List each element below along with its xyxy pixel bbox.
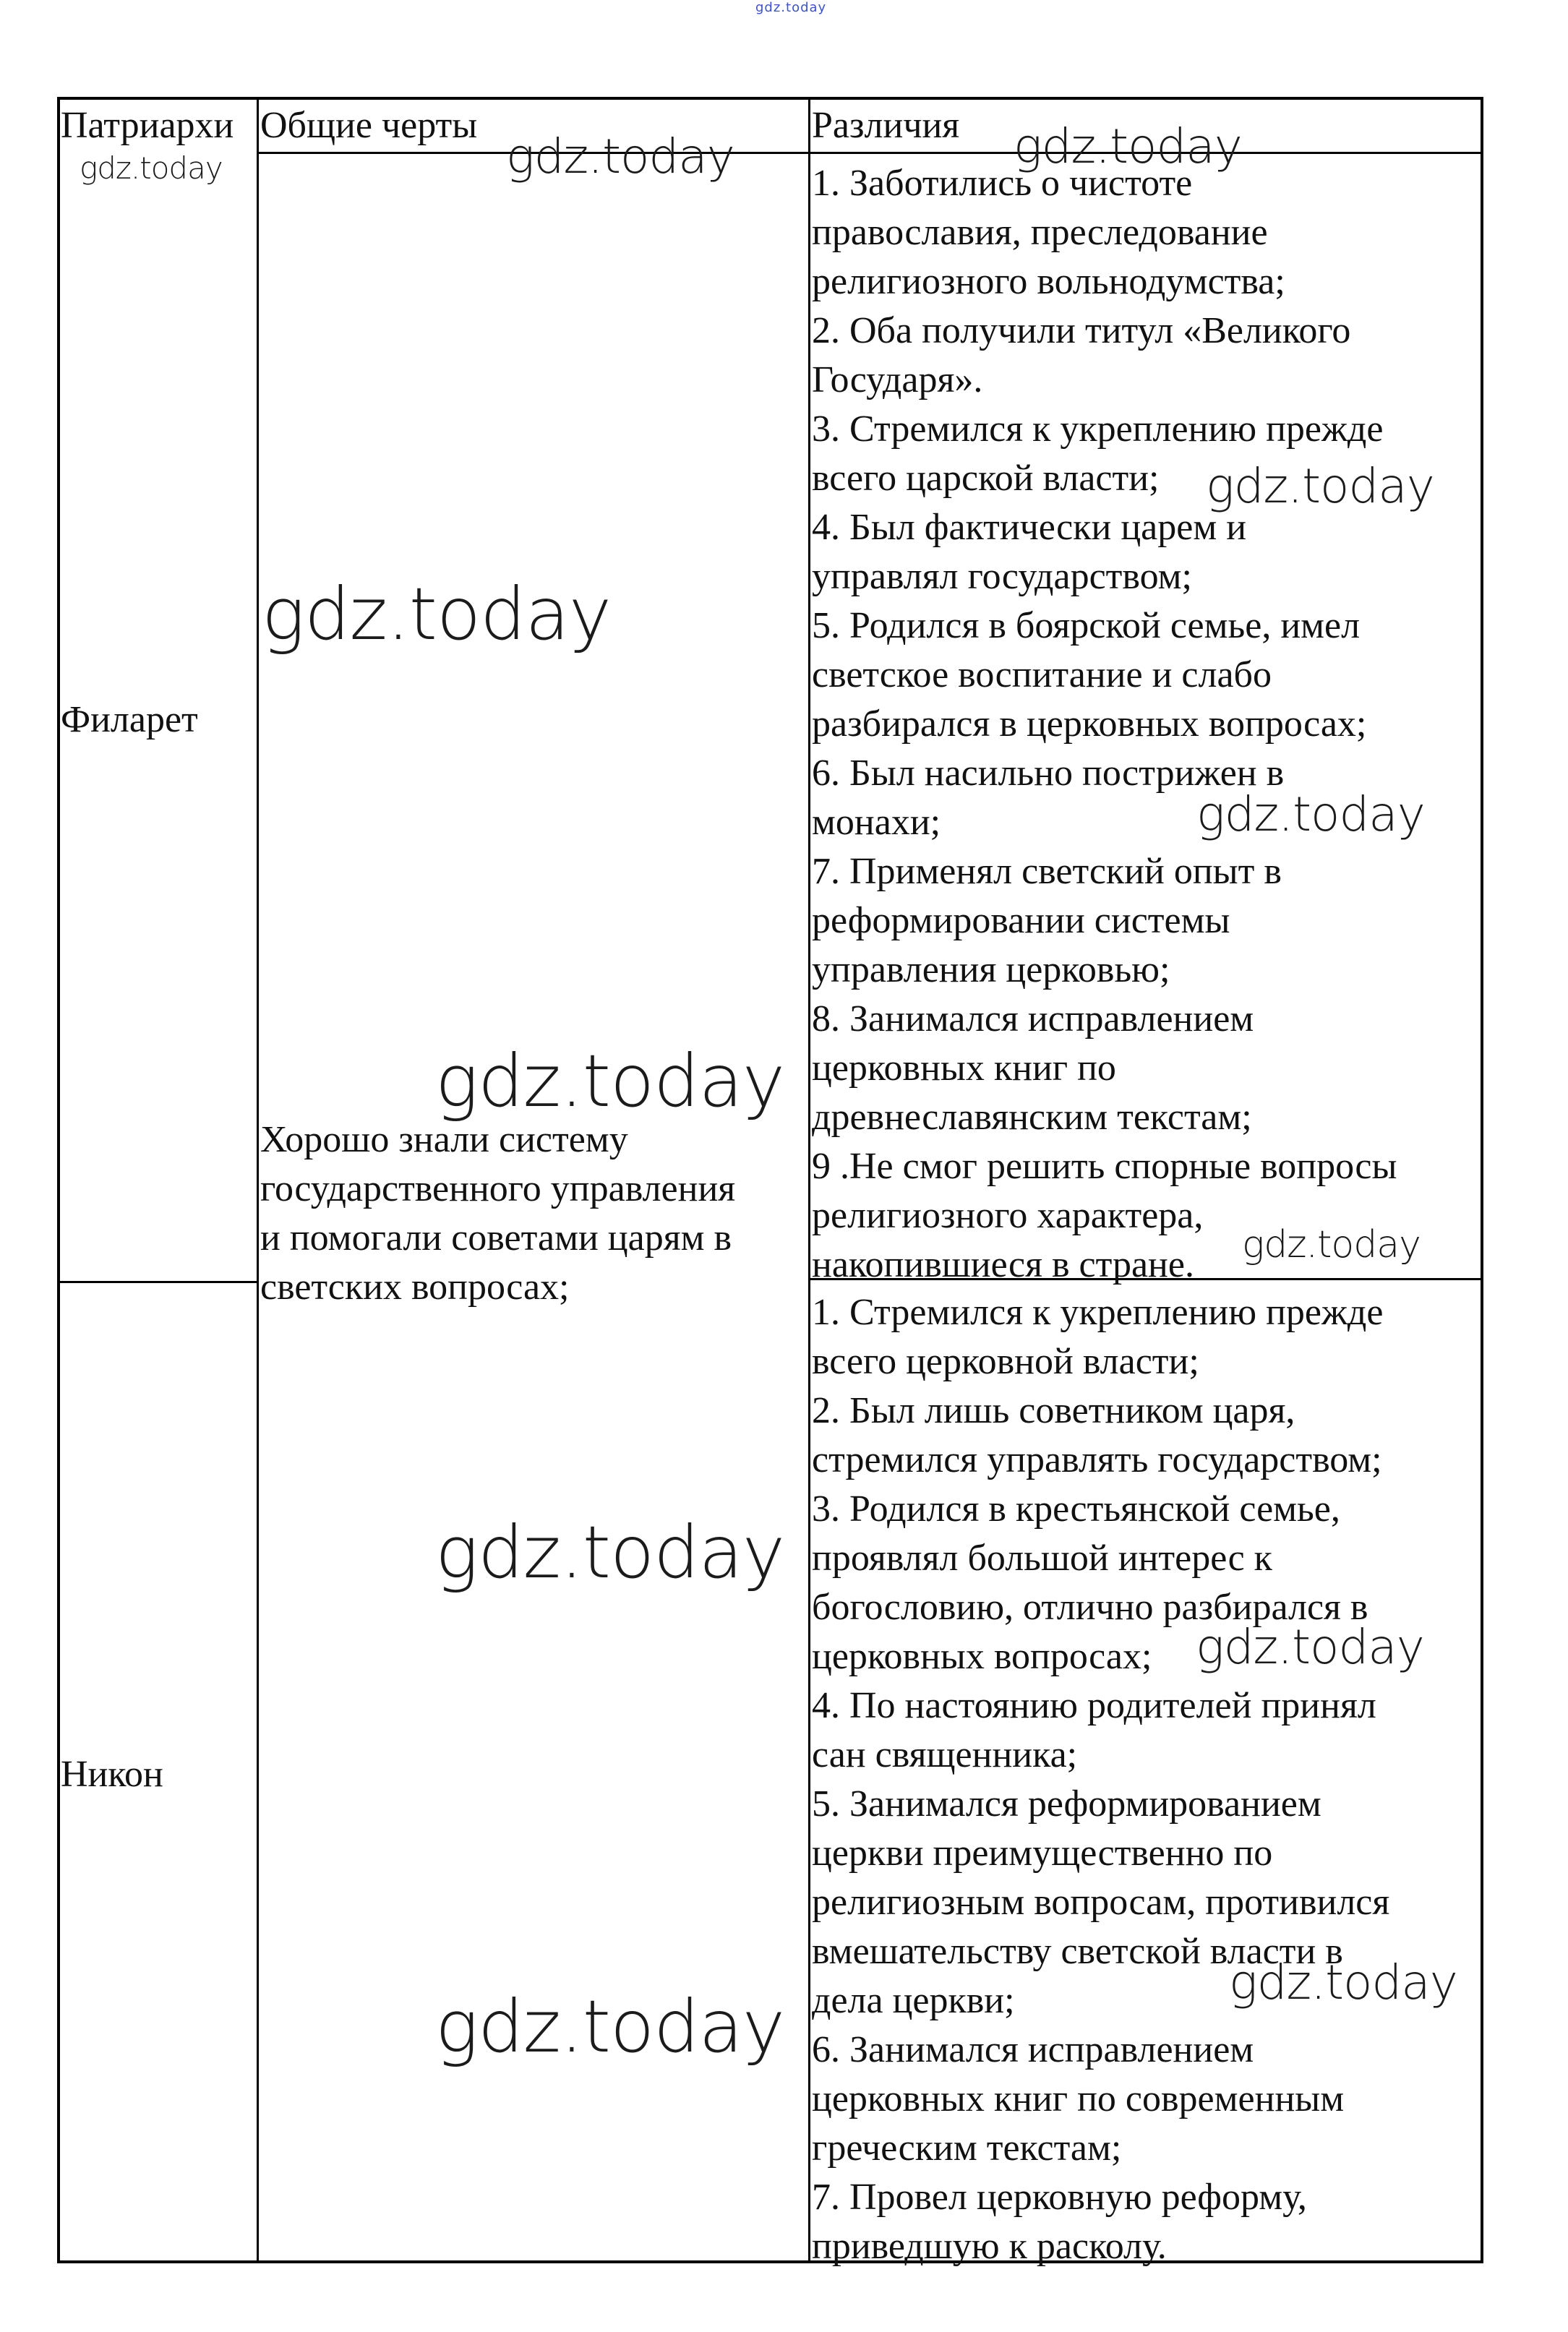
filaret-difference-line: 2. Оба получили титул «Великого [812,310,1351,351]
nikon-difference-line: вмешательству светской власти в [812,1931,1343,1972]
watermark: gdz.today [1229,1955,1457,2010]
watermark: gdz.today [1242,1223,1421,1266]
filaret-difference-line: 6. Был насильно пострижен в [812,753,1285,794]
filaret-difference-line: православия, преследование [812,212,1268,253]
header-differences: Различия [812,105,960,146]
watermark: gdz.today [1206,458,1434,514]
filaret-difference-line: управлял государством; [812,556,1192,597]
nikon-difference-line: приведшую к расколу. [812,2226,1167,2267]
nikon-difference-line: всего церковной власти; [812,1341,1199,1382]
filaret-difference-line: 4. Был фактически царем и [812,507,1247,548]
filaret-difference-line: 7. Применял светский опыт в [812,851,1282,892]
header-common-traits: Общие черты [260,105,478,146]
patriarch-nikon: Никон [61,1754,163,1795]
watermark: gdz.today [435,1984,785,2069]
watermark: gdz.today [435,1510,785,1595]
common-trait-line: государственного управления [260,1168,736,1209]
nikon-difference-line: 2. Был лишь советником царя, [812,1390,1295,1431]
watermark: gdz.today [1014,119,1242,174]
header-patriarchs: Патриархи [61,105,234,146]
top-site-mark: gdz.today [755,0,827,15]
filaret-difference-line: светское воспитание и слабо [812,654,1272,695]
common-trait-line: светских вопросах; [260,1266,570,1308]
watermark: gdz.today [435,1039,785,1123]
watermark: gdz.today [1196,1619,1424,1675]
header-divider [257,152,1483,154]
nikon-difference-line: 3. Родился в крестьянской семье, [812,1488,1340,1530]
common-trait-line: Хорошо знали систему [260,1119,628,1160]
filaret-difference-line: религиозного вольнодумства; [812,261,1285,302]
column-divider-2 [808,97,810,2263]
nikon-difference-line: греческим текстам; [812,2127,1122,2169]
patriarch-filaret: Филарет [61,699,198,740]
nikon-difference-line: церковных книг по современным [812,2078,1345,2119]
nikon-difference-line: дела церкви; [812,1980,1015,2021]
nikon-difference-line: богословию, отлично разбирался в [812,1587,1368,1628]
filaret-difference-line: 9 .Не смог решить спорные вопросы [812,1146,1397,1187]
filaret-difference-line: 5. Родился в боярской семье, имел [812,605,1361,646]
filaret-difference-line: 3. Стремился к укреплению прежде [812,408,1384,450]
nikon-difference-line: 7. Провел церковную реформу, [812,2177,1307,2218]
nikon-difference-line: стремился управлять государством; [812,1439,1382,1480]
filaret-difference-line: всего царской власти; [812,458,1160,499]
nikon-difference-line: 4. По настоянию родителей принял [812,1685,1376,1726]
filaret-difference-line: реформировании системы [812,900,1230,941]
nikon-difference-line: 6. Занимался исправлением [812,2029,1254,2070]
table-border-left [57,97,60,2263]
column-divider-1 [257,97,259,2263]
filaret-difference-line: монахи; [812,802,941,843]
filaret-difference-line: религиозного характера, [812,1195,1204,1236]
watermark: gdz.today [506,129,734,184]
filaret-difference-line: церковных книг по [812,1047,1116,1089]
common-trait-line: и помогали советами царям в [260,1217,732,1259]
table-border-right [1481,97,1483,2263]
filaret-difference-line: 1. Заботились о чистоте [812,163,1193,204]
nikon-difference-line: проявлял большой интерес к [812,1538,1272,1579]
table-border-top [57,97,1483,100]
row-divider-patriarchs [57,1281,259,1283]
nikon-difference-line: церкви преимущественно по [812,1832,1273,1874]
nikon-difference-line: 1. Стремился к укреплению прежде [812,1292,1384,1333]
filaret-difference-line: накопившиеся в стране. [812,1244,1194,1285]
nikon-difference-line: 5. Занимался реформированием [812,1783,1321,1825]
table-border-bottom [57,2260,1483,2263]
nikon-difference-line: религиозным вопросам, противился [812,1882,1390,1923]
nikon-difference-line: церковных вопросах; [812,1636,1152,1677]
watermark: gdz.today [80,150,223,186]
filaret-difference-line: 8. Занимался исправлением [812,998,1254,1039]
filaret-difference-line: разбирался в церковных вопросах; [812,703,1367,745]
nikon-difference-line: сан священника; [812,1734,1078,1775]
watermark: gdz.today [262,572,612,656]
filaret-difference-line: древнеславянским текстам; [812,1097,1252,1138]
filaret-difference-line: Государя». [812,359,983,400]
watermark: gdz.today [1196,786,1425,842]
filaret-difference-line: управления церковью; [812,949,1170,990]
